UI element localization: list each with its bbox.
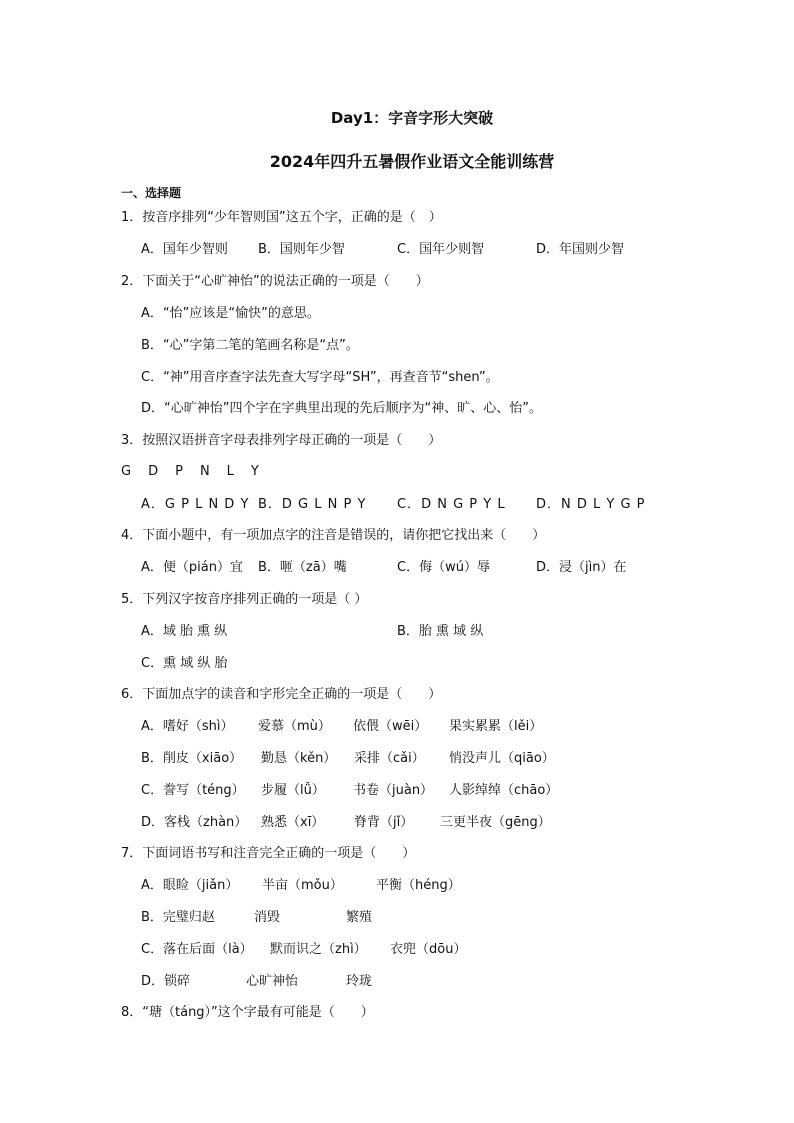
question-6-option-a-1: A．嗜好（shì） bbox=[141, 719, 234, 734]
question-6-option-b-1: B．削皮（xiāo） bbox=[141, 751, 243, 766]
question-2-option-b: B．“心”字第二笔的笔画名称是“点”。 bbox=[141, 338, 359, 353]
question-6-option-b-2: 勤恳（kěn） bbox=[261, 751, 337, 766]
question-7-option-d-3: 玲珑 bbox=[346, 974, 373, 989]
question-6-option-d-4: 三更半夜（gēng） bbox=[440, 815, 551, 830]
letter: L bbox=[226, 464, 235, 479]
question-1-stem: 1．按音序排列“少年智则国”这五个字，正确的是（ ） bbox=[121, 210, 442, 225]
question-7-option-d-2: 心旷神怡 bbox=[246, 974, 299, 989]
question-7-option-b-1: B．完璧归赵 bbox=[141, 910, 215, 925]
question-6-option-d-1: D．客栈（zhàn） bbox=[141, 815, 248, 830]
question-7-option-d-1: D．锁碎 bbox=[141, 974, 191, 989]
question-4-option-b: B．咂（zā）嘴 bbox=[258, 560, 347, 575]
question-5-option-c: C．熏 域 纵 胎 bbox=[141, 656, 228, 671]
question-4-option-a: A．便（pián）宜 bbox=[141, 560, 243, 575]
question-7-option-c-1: C．落在后面（là） bbox=[141, 942, 253, 957]
question-7-stem: 7．下面词语书写和注音完全正确的一项是（ ） bbox=[121, 846, 416, 861]
question-1-option-c: C．国年少则智 bbox=[397, 242, 485, 257]
section-heading: 一、选择题 bbox=[121, 186, 182, 200]
question-1-option-b: B．国则年少智 bbox=[258, 242, 345, 257]
question-4-stem: 4．下面小题中，有一项加点字的注音是错误的，请你把它找出来（ ） bbox=[121, 528, 546, 543]
question-6-option-a-3: 依偎（wēi） bbox=[353, 719, 428, 734]
question-7-option-a-2: 半亩（mǒu） bbox=[262, 878, 343, 893]
question-6-stem: 6．下面加点字的读音和字形完全正确的一项是（ ） bbox=[121, 687, 442, 702]
question-1-option-d: D．年国则少智 bbox=[536, 242, 625, 257]
question-6-option-d-2: 熟悉（xī） bbox=[261, 815, 325, 830]
letter: D bbox=[148, 464, 160, 479]
question-6-option-b-3: 采排（cǎi） bbox=[354, 751, 425, 766]
letter: G bbox=[121, 464, 133, 479]
question-8-stem: 8．“瑭（táng）”这个字最有可能是（ ） bbox=[121, 1005, 374, 1020]
question-7-option-c-3: 衣兜（dōu） bbox=[390, 942, 467, 957]
letter: P bbox=[175, 464, 184, 479]
question-5-stem: 5．下列汉字按音序排列正确的一项是（ ） bbox=[121, 592, 368, 607]
question-7-option-a-3: 平衡（héng） bbox=[376, 878, 461, 893]
question-6-option-b-4: 悄没声儿（qiāo） bbox=[449, 751, 555, 766]
question-1-option-a: A．国年少智则 bbox=[141, 242, 228, 257]
question-3-option-a: A．G P L N D Y bbox=[141, 497, 250, 512]
question-3-stem: 3．按照汉语拼音字母表排列字母正确的一项是（ ） bbox=[121, 433, 442, 448]
letter: Y bbox=[250, 464, 260, 479]
question-2-stem: 2．下面关于“心旷神怡”的说法正确的一项是（ ） bbox=[121, 274, 429, 289]
question-2-option-d: D．“心旷神怡”四个字在字典里出现的先后顺序为“神、旷、心、怡”。 bbox=[141, 401, 542, 416]
question-4-option-c: C．侮（wú）辱 bbox=[397, 560, 490, 575]
question-6-option-c-3: 书卷（juàn） bbox=[353, 783, 434, 798]
question-6-option-a-2: 爱慕（mù） bbox=[258, 719, 331, 734]
question-5-option-b: B．胎 熏 域 纵 bbox=[397, 624, 484, 639]
question-6-option-d-3: 脊背（jǐ） bbox=[354, 815, 414, 830]
question-7-option-b-3: 繁殖 bbox=[346, 910, 373, 925]
page-title: Day1：字音字形大突破 bbox=[330, 109, 494, 127]
question-2-option-c: C．“神”用音序查字法先查大写字母“SH”，再查音节“shen”。 bbox=[141, 370, 499, 385]
question-7-option-b-2: 消毁 bbox=[254, 910, 281, 925]
page-subtitle: 2024年四升五暑假作业语文全能训练营 bbox=[269, 152, 555, 171]
question-3-option-b: B．D G L N P Y bbox=[258, 497, 367, 512]
question-4-option-d: D．浸（jìn）在 bbox=[536, 560, 627, 575]
question-3-option-d: D．N D L Y G P bbox=[536, 497, 646, 512]
question-2-option-a: A．“怡”应该是“愉快”的意思。 bbox=[141, 306, 320, 321]
question-6-option-c-2: 步履（lǚ） bbox=[261, 783, 325, 798]
question-7-option-a-1: A．眼睑（jiǎn） bbox=[141, 878, 239, 893]
letter: N bbox=[199, 464, 211, 479]
question-7-option-c-2: 默而识之（zhì） bbox=[270, 942, 367, 957]
question-6-option-c-4: 人影绰绰（chāo） bbox=[449, 783, 559, 798]
question-6-option-c-1: C．誊写（téng） bbox=[141, 783, 245, 798]
question-6-option-a-4: 果实累累（lěi） bbox=[449, 719, 543, 734]
question-5-option-a: A．域 胎 熏 纵 bbox=[141, 624, 228, 639]
question-3-letter-sequence bbox=[121, 464, 276, 479]
question-3-option-c: C．D N G P Y L bbox=[397, 497, 506, 512]
